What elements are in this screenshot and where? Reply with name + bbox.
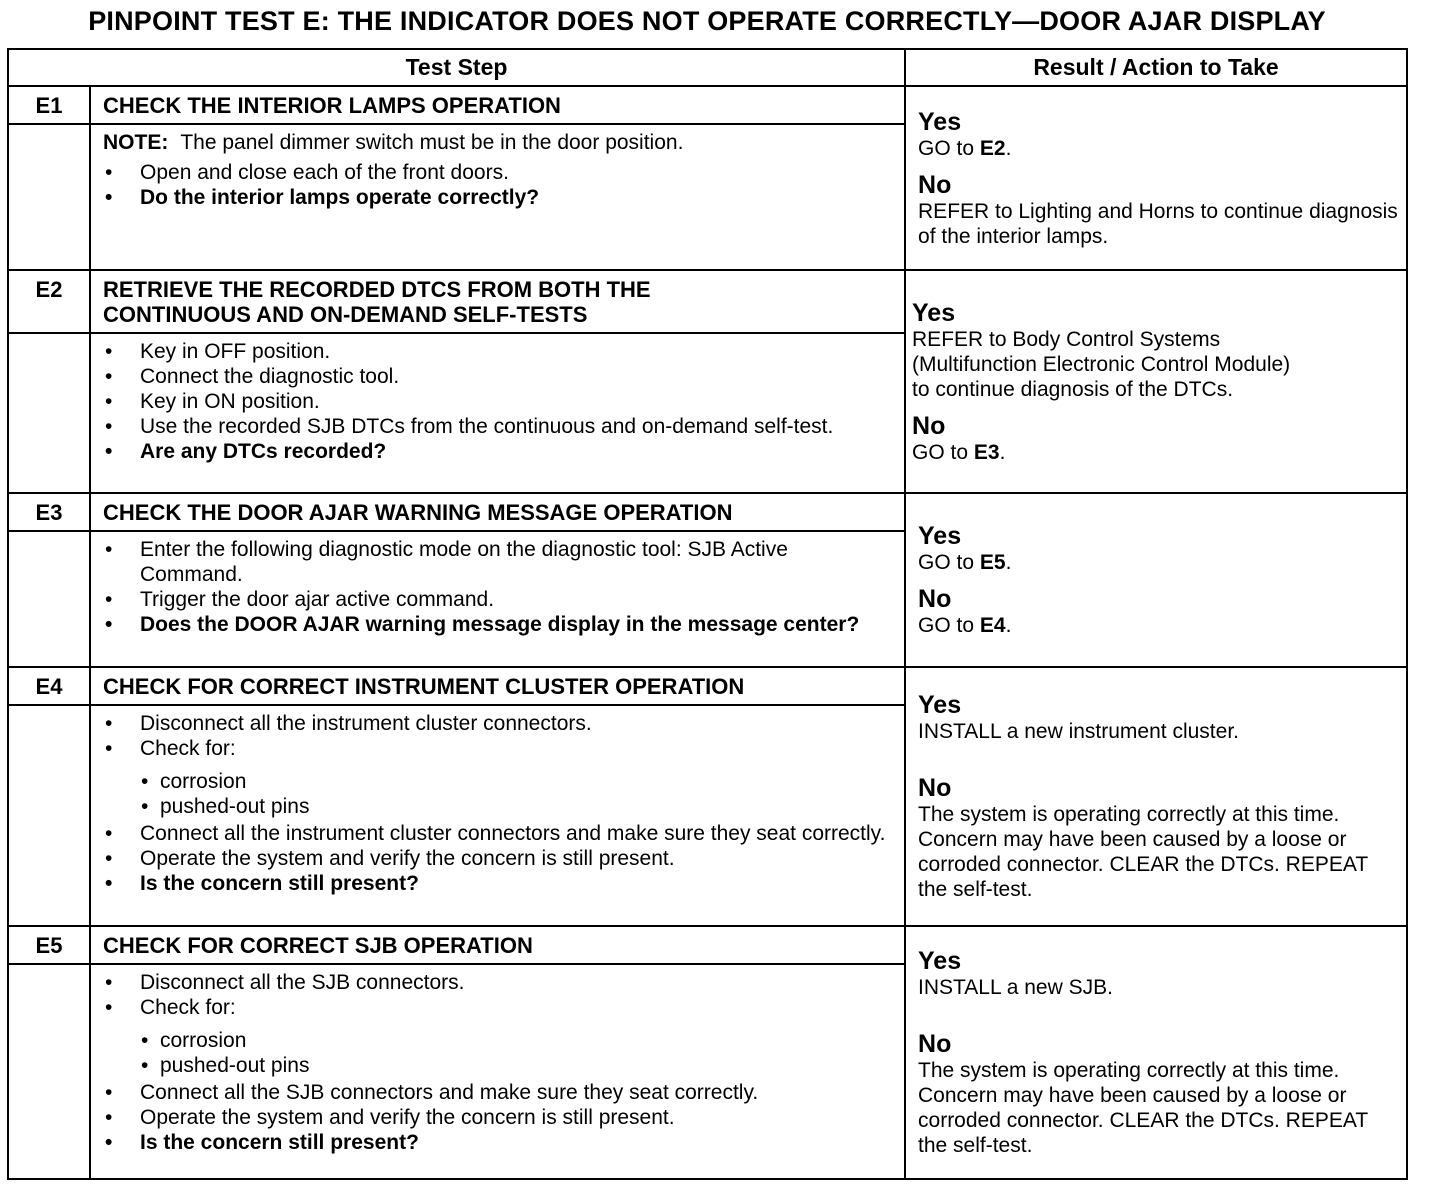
list-item: • Key in ON position. [103,389,894,414]
no-label: No [918,774,952,802]
list-item-question: • Is the concern still present? [103,1130,894,1155]
step-id: E5 [8,926,90,964]
list-item: • Enter the following diagnostic mode on the diagnostic tool: SJB Active Command. [103,537,894,587]
step-e2-result [905,270,1407,493]
list-item-question: • Do the interior lamps operate correctly? [103,185,894,210]
step-e5-result [905,926,1407,1179]
yes-label: Yes [918,691,962,719]
yes-action: INSTALL a new SJB. [918,976,1113,999]
step-link-e4[interactable]: E4 [979,614,1006,637]
step-link-e5[interactable]: E5 [979,551,1006,574]
no-label: No [918,585,952,613]
yes-action: GO to E5. [918,551,1012,574]
sub-list-item: • pushed-out pins [103,1053,894,1078]
yes-label: Yes [912,298,956,327]
no-action: The system is operating correctly at this time. Concern may have been caused by a loose or corroded connector. CLEAR the DTCs. REPEAT the self-test. [918,803,1368,901]
step-id: E4 [8,667,90,705]
step-id-empty [8,124,90,270]
no-label: No [918,1030,952,1058]
step-body [90,333,905,493]
list-item-question: • Does the DOOR AJAR warning message display in the message center? [103,612,894,637]
list-item: • Trigger the door ajar active command. [103,587,894,612]
list-item: • Key in OFF position. [103,339,894,364]
list-item: • Disconnect all the SJB connectors. [103,970,894,995]
step-e4-result [905,667,1407,926]
yes-label: Yes [918,107,962,136]
no-action: The system is operating correctly at this time. Concern may have been caused by a loose or corroded connector. CLEAR the DTCs. REPEAT the self-test. [918,1059,1368,1157]
step-id: E1 [8,86,90,124]
step-body [90,964,905,1179]
step-id-empty [8,333,90,493]
no-action: REFER to Lighting and Horns to continue diagnosis of the interior lamps. [918,199,1398,248]
list-item: • Connect all the SJB connectors and make sure they seat correctly. [103,1080,894,1105]
yes-label: Yes [918,947,962,975]
step-e2-heading-row [8,270,1407,333]
sub-list-item: • pushed-out pins [103,794,894,819]
table-header-row [8,49,1407,86]
step-heading: CHECK FOR CORRECT INSTRUMENT CLUSTER OPERATION [90,667,905,705]
step-link-e3[interactable]: E3 [973,440,1000,464]
step-link-e2[interactable]: E2 [979,136,1006,160]
step-id-empty [8,964,90,1179]
note: NOTE: The panel dimmer switch must be in the door position. [103,131,684,154]
result-header: Result / Action to Take [905,49,1407,86]
step-heading: CHECK THE INTERIOR LAMPS OPERATION [90,86,905,124]
list-item: • Disconnect all the instrument cluster connectors. [103,711,894,736]
step-heading: RETRIEVE THE RECORDED DTCS FROM BOTH THE CONTINUOUS AND ON-DEMAND SELF-TESTS [90,270,905,333]
list-item: • Connect the diagnostic tool. [103,364,894,389]
step-id-empty [8,531,90,667]
pinpoint-test-table [7,48,1408,1180]
step-e4-heading-row [8,667,1407,705]
page-title: PINPOINT TEST E: THE INDICATOR DOES NOT OPERATE CORRECTLY—DOOR AJAR DISPLAY [88,6,1326,36]
step-id-empty [8,705,90,926]
list-item: • Connect all the instrument cluster connectors and make sure they seat correctly. [103,821,894,846]
no-action: GO to E3. [912,440,1006,464]
pinpoint-test-table-container [7,48,1408,1180]
no-action: GO to E4. [918,614,1012,637]
step-id: E2 [8,270,90,333]
step-body [90,124,905,270]
step-heading: CHECK THE DOOR AJAR WARNING MESSAGE OPERATION [90,493,905,531]
yes-label: Yes [918,522,962,550]
list-item: • Operate the system and verify the concern is still present. [103,846,894,871]
step-body [90,705,905,926]
test-step-header: Test Step [8,49,905,86]
list-item: • Check for: • corrosion • pushed-out pins [103,995,894,1078]
yes-action: INSTALL a new instrument cluster. [918,720,1239,743]
step-e1-result [905,86,1407,270]
no-label: No [918,170,952,199]
no-label: No [912,411,946,440]
list-item: • Use the recorded SJB DTCs from the continuous and on-demand self-test. [103,414,894,439]
list-item: • Check for: • corrosion • pushed-out pins [103,736,894,819]
sub-list-item: • corrosion [103,1028,894,1053]
step-e3-result [905,493,1407,667]
list-item: • Operate the system and verify the concern is still present. [103,1105,894,1130]
step-body [90,531,905,667]
sub-list-item: • corrosion [103,769,894,794]
yes-action: GO to E2. [918,136,1012,160]
list-item-question: • Is the concern still present? [103,871,894,896]
step-e1-heading-row [8,86,1407,124]
step-id: E3 [8,493,90,531]
step-heading: CHECK FOR CORRECT SJB OPERATION [90,926,905,964]
list-item: • Open and close each of the front doors. [103,160,894,185]
step-e5-heading-row [8,926,1407,964]
yes-action: REFER to Body Control Systems (Multifunction Electronic Control Module) to continue diagnosis of the DTCs. [912,327,1291,401]
step-e3-heading-row [8,493,1407,531]
list-item-question: • Are any DTCs recorded? [103,439,894,464]
